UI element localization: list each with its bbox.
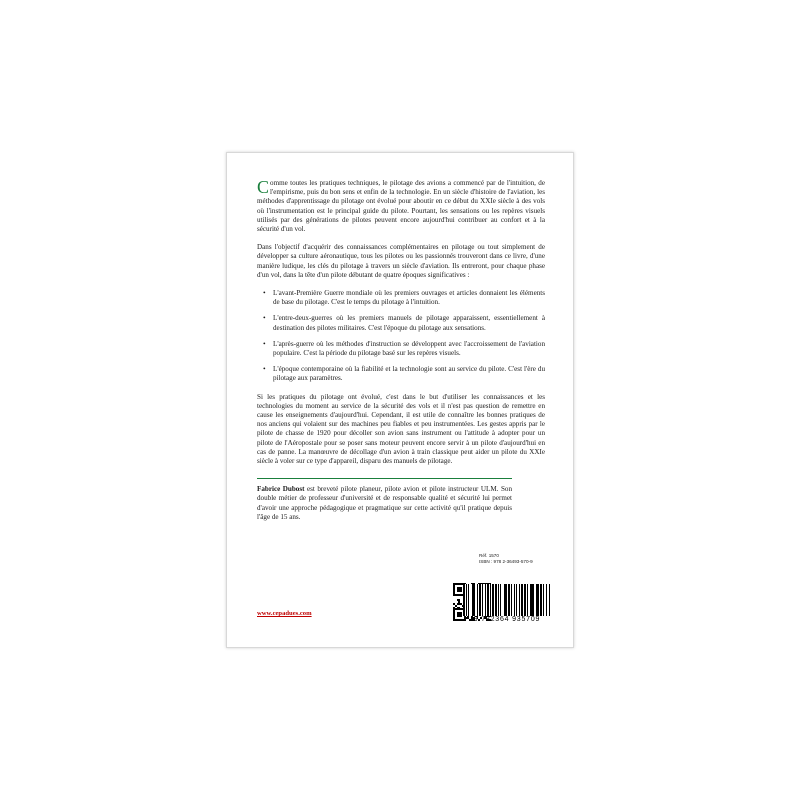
barcode-number: 9 782364 935709 [473, 616, 541, 623]
intro-paragraph-text: omme toutes les pratiques techniques, le pilotage des avions a commencé par de l'intuition, de l'empirisme, puis du bon sens et enfin de la technologie. En un siècle d'histoire de l'aviation, les méthodes d'apprentissage du pilotage ont évolué pour aboutir en ce début du XXIe siècle à des vols où l'instrumentation est le principal guide du pilote. Pourtant, les sensations ou les repères visuels utilisés par des générations de pilotes peuvent encore aujourd'hui contribuer au confort et à la sécurité d'un vol. [257, 179, 545, 234]
eras-list [257, 289, 545, 384]
barcode [463, 584, 551, 623]
cover-footer [257, 553, 551, 625]
author-biography [257, 478, 512, 522]
barcode-bars [463, 584, 551, 616]
ref-number: Réf. 1570 [479, 553, 499, 558]
intro-paragraph [257, 179, 545, 234]
list-item: • L'avant-Première Guerre mondiale où les premiers ouvrages et articles donnaient les éléments de base du pilotage. C'est le temps du pilotage à l'intuition. [271, 289, 545, 307]
closing-paragraph: Si les pratiques du pilotage ont évolué, c'est dans le but d'utiliser les connaissances et les technologies du moment au service de la sécurité des vols et il n'est pas question de remettre en cause les enseignements d'aujourd'hui. Cependant, il est utile de connaître les bonnes pratiques de nos anciens qui volaient sur des machines peu fiables et peu instrumentées. Les gestes appris par le pilote de chasse de 1920 pour décoller son avion sans instrument ou l'attitude à adopter pour un pilote de l'Aéropostale pour se poser sans moteur peuvent encore servir à un pilote d'aujourd'hui en cas de panne. La manœuvre de décollage d'un avion à train classique peut aider un pilote du XXIe siècle à voler sur ce type d'appareil, disparu des manuels de pilotage. [257, 392, 545, 466]
list-item: • L'entre-deux-guerres où les premiers manuels de pilotage apparaissent, essentiellement à destination des pilotes militaires. C'est l'époque du pilotage aux sensations. [271, 314, 545, 332]
list-item: • L'époque contemporaine où la fiabilité et la technologie sont au service du pilote. C'est l'ère du pilotage aux paramètres. [271, 365, 545, 383]
book-back-cover [226, 152, 574, 648]
cover-text-area [257, 179, 545, 522]
drop-cap: C [257, 177, 270, 197]
reference-block [479, 553, 533, 566]
author-bio-body: est breveté pilote planeur, pilote avion et pilote instructeur ULM. Son double métier de professeur d'université et de responsable qualité et sécurité lui permet d'avoir une approche pédagogique et pragmatique sur cette activité qu'il pratique depuis l'âge de 15 ans. [257, 485, 512, 521]
objective-paragraph: Dans l'objectif d'acquérir des connaissances complémentaires en pilotage ou tout simplement de développer sa culture aéronautique, tous les pilotes ou les passionnés trouveront dans ce livre, d'une manière ludique, les clés du pilotage à travers un siècle d'aviation. Ils entreront, pour chaque phase d'un vol, dans la tête d'un pilote débutant de quatre époques significatives : [257, 243, 545, 279]
isbn-number: ISBN : 978 2-36493-570-9 [479, 559, 533, 565]
publisher-website-link[interactable]: www.cepadues.com [257, 610, 312, 617]
author-name: Fabrice Dubost [257, 485, 305, 494]
list-item: • L'après-guerre où les méthodes d'instruction se développent avec l'accroissement de l'aviation populaire. C'est la période du pilotage basé sur les repères visuels. [271, 340, 545, 358]
author-bio-text [257, 485, 512, 522]
